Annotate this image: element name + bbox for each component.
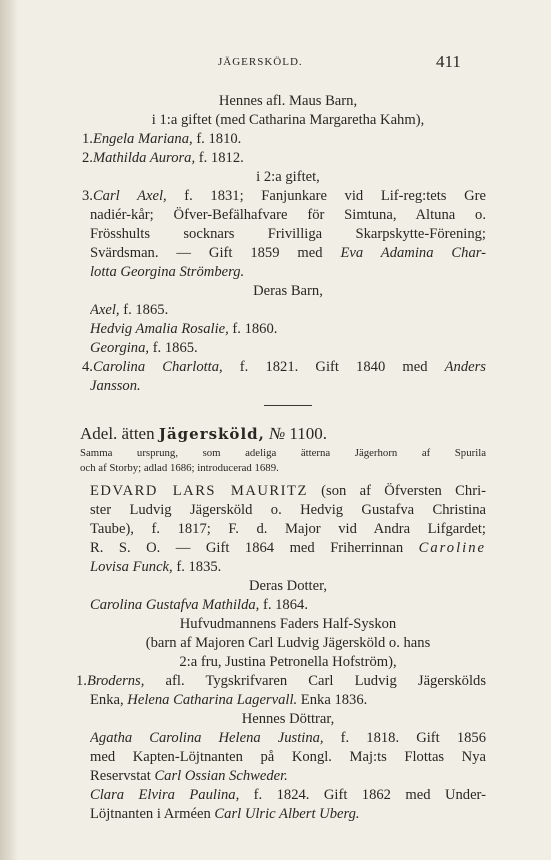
- section-divider: [264, 405, 312, 406]
- agatha-entry-line-3: [90, 767, 486, 786]
- daughter-entry: [90, 596, 486, 615]
- entry-number: 1.: [76, 673, 87, 689]
- spouse-name: Caroline: [418, 540, 486, 556]
- second-marriage-line: i 2:a giftet,: [256, 169, 320, 185]
- head-person-line-3: Taube), f. 1817; F. d. Major vid Andra Lifgardet;: [90, 521, 486, 537]
- entry-child-4-line-1: [82, 358, 486, 377]
- entry-number: 1.: [82, 131, 93, 147]
- entry-text: f. 1824. Gift 1862 med Under-: [239, 787, 486, 803]
- clara-entry-line-2: [90, 805, 486, 824]
- birth-year: f. 1810.: [192, 131, 242, 147]
- person-name: Carolina Gustafva Mathilda,: [90, 597, 260, 613]
- grandchild-entry: [90, 339, 486, 358]
- origin-line-1: Samma ursprung, som adeliga ätterna Jägerhorn af Spurila: [80, 447, 486, 459]
- entry-text: Enka 1836.: [297, 692, 368, 708]
- birth-year: f. 1835.: [172, 559, 222, 575]
- birth-year: f. 1860.: [228, 321, 278, 337]
- person-name: Axel,: [90, 302, 120, 318]
- entry-text: Enka,: [90, 692, 128, 708]
- birth-year: f. 1865.: [119, 302, 169, 318]
- entry-child-3-line-5: lotta Georgina Strömberg.: [90, 264, 245, 280]
- person-name: Helena Catharina Lagervall.: [127, 692, 298, 708]
- brother-entry-line-1: [76, 672, 486, 691]
- head-person-line-4: [90, 539, 486, 558]
- spouse-name: Carl Ossian Schweder.: [154, 768, 288, 784]
- entry-child-3-line-4: [90, 244, 486, 263]
- person-name: Mathilda Aurora,: [92, 150, 196, 166]
- head-person-line-5: [90, 558, 486, 577]
- entry-text: Reservstat: [90, 768, 155, 784]
- section-prefix: Adel. ätten: [80, 424, 159, 443]
- person-name: Agatha Carolina Helena Justina,: [90, 730, 324, 746]
- entry-text: Svärdsman. — Gift 1859 med: [90, 245, 341, 261]
- page-body: [76, 92, 486, 824]
- family-name: Jägersköld,: [158, 425, 265, 443]
- half-siblings-heading: Hufvudmannens Faders Half-Syskon: [179, 616, 397, 632]
- heading-wife-children: Hennes afl. Maus Barn,: [218, 93, 358, 109]
- entry-number: 3.: [82, 188, 93, 204]
- agatha-entry-line-2: med Kapten-Löjtnanten på Kongl. Maj:ts Flottas Nya: [90, 749, 486, 765]
- half-siblings-note-1: (barn af Majoren Carl Ludvig Jägersköld o. hans: [145, 635, 431, 651]
- entry-text: f. 1821. Gift 1840 med: [222, 359, 445, 375]
- birth-year: f. 1812.: [195, 150, 244, 166]
- person-name: Georgina,: [90, 340, 150, 356]
- origin-line-2: och af Storby; adlad 1686; introducerad 1689.: [80, 462, 279, 474]
- family-number: 1100.: [285, 424, 328, 443]
- running-head: JÄGERSKÖLD.: [218, 56, 303, 68]
- entry-text: afl. Tygskrifvaren Carl Ludvig Jägerskölds: [144, 673, 486, 689]
- person-name: Engela Mariana,: [92, 131, 193, 147]
- entry-child-3-line-3: Frösshults socknars Frivilliga Skarpskytte-Förening;: [90, 226, 486, 242]
- clara-entry-line-1: [90, 786, 486, 805]
- entry-child-3-line-2: nadiér-kår; Öfver-Befälhafvare för Simtuna, Altuna o.: [90, 207, 486, 223]
- first-marriage-line: i 1:a giftet (med Catharina Margaretha Kahm),: [151, 112, 425, 128]
- spouse-name: Anders: [444, 359, 486, 375]
- spouse-name: Carl Ulric Albert Uberg.: [214, 806, 360, 822]
- half-siblings-note-2: 2:a fru, Justina Petronella Hofström),: [179, 654, 397, 670]
- section-title: [80, 422, 486, 446]
- entry-text: Löjtnanten i Arméen: [90, 806, 215, 822]
- grandchild-entry: [90, 301, 486, 320]
- numero-sign: №: [269, 424, 286, 443]
- spouse-name: Eva Adamina Char-: [340, 245, 486, 261]
- person-name: EDVARD LARS MAURITZ: [90, 483, 308, 499]
- birth-year: f. 1864.: [259, 597, 308, 613]
- birth-year: f. 1865.: [149, 340, 198, 356]
- entry-text: f. 1818. Gift 1856: [323, 730, 486, 746]
- person-name: Hedvig Amalia Rosalie,: [90, 321, 229, 337]
- entry-child-4-line-2: Jansson.: [90, 378, 141, 394]
- head-person-line-1: [90, 482, 486, 501]
- page-number: 411: [436, 52, 461, 71]
- page-binding-shadow: [0, 0, 18, 860]
- entry-number: 2.: [82, 150, 93, 166]
- grandchild-entry: [90, 320, 486, 339]
- daughters-heading: Hennes Döttrar,: [241, 711, 335, 727]
- person-name: Carolina Charlotta,: [92, 359, 223, 375]
- entry-text: f. 1831; Fanjunkare vid Lif-reg:tets Gre: [166, 188, 486, 204]
- brother-entry-line-2: [90, 691, 486, 710]
- their-daughter-heading: Deras Dotter,: [248, 578, 328, 594]
- entry-text: R. S. O. — Gift 1864 med Friherrinnan: [90, 540, 419, 556]
- entry-child-1: [82, 130, 486, 149]
- relation-label: Broderns,: [86, 673, 145, 689]
- entry-child-2: [82, 149, 486, 168]
- their-children-heading: Deras Barn,: [253, 283, 323, 299]
- page-header: [0, 52, 551, 74]
- entry-number: 4.: [82, 359, 93, 375]
- person-name: Carl Axel,: [92, 188, 167, 204]
- person-name: Clara Elvira Paulina,: [90, 787, 240, 803]
- spouse-name: Lovisa Funck,: [90, 559, 173, 575]
- entry-text: (son af Öfversten Chri-: [307, 483, 486, 499]
- agatha-entry-line-1: [90, 729, 486, 748]
- head-person-line-2: ster Ludvig Jägersköld o. Hedvig Gustafva Christina: [90, 502, 486, 518]
- entry-child-3-line-1: [82, 187, 486, 206]
